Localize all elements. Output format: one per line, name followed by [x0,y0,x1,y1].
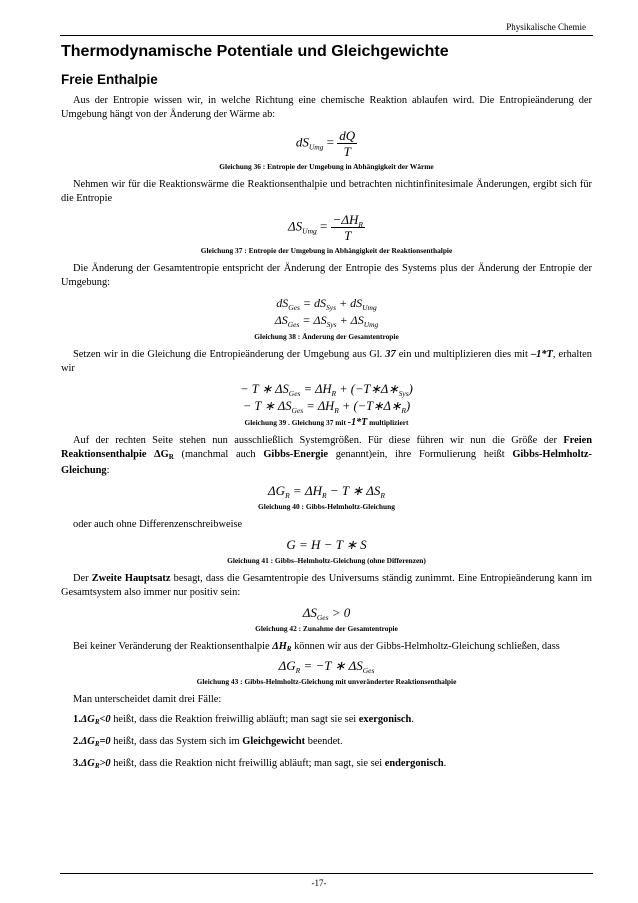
eq37-op: = [320,218,328,234]
cases-list [61,713,592,773]
case2-term: Gleichgewicht [242,736,306,747]
case-item-1 [61,713,592,729]
eq39-r2-a-sub: Ges [291,406,304,415]
eq40-b-sub: R [321,491,327,500]
eq39-r2-b: = ΔH [303,399,335,413]
equation-43 [61,658,592,674]
p4-text-a: Setzen wir in die Gleichung die Entropieänderung der Umgebung aus Gl. [73,349,386,360]
p4-text-b: ein und multiplizieren dies mit [395,349,531,360]
case1-cond-text: ΔG [80,714,95,725]
eq39-row-2 [61,398,592,415]
eq40-c: − T ∗ ΔS [326,483,381,498]
paragraph-3: Die Änderung der Gesamtentropie entspricht der Änderung der Entropie des Systems plus der Änderung der Entropie der Umgebung: [61,263,592,288]
paragraph-7 [61,572,592,600]
paragraph-4 [61,348,592,376]
case3-cond-text: ΔG [80,758,95,769]
eq38-r1-c: + dS [336,296,363,310]
caption-37: Gleichung 37 : Entropie der Umgebung in Abhängigkeit der Reaktionsenthalpie [200,246,453,255]
eq43-a-sub: R [295,666,301,675]
eq39-r1-d: ) [408,382,413,396]
eq37-fraction [331,212,365,243]
eq38-r1-c-sub: Umg [362,303,377,312]
eq42-a: ΔS [302,605,317,620]
eq39-r1-b-sub: R [331,389,337,398]
p8-delta-h-text: ΔH [272,641,287,652]
eq39-r2-c-sub: R [401,406,406,415]
case2-number: 2. [73,736,81,747]
case3-text: heißt, dass die Reaktion nicht freiwillig abläuft; man sagt, sie sei [110,758,385,769]
case3-condition [81,758,111,769]
eq36-op: = [326,134,335,150]
p4-factor: –1*T [530,349,553,360]
eq39-r1-c-sub: Sys [398,389,409,398]
eq39-r1-b: = ΔH [300,382,332,396]
case3-term: endergonisch [384,758,444,769]
eq39-r1-c: + (−T∗Δ∗ [336,382,399,396]
eq36-fraction [337,128,357,159]
eq36-denominator: T [343,144,351,159]
eq36-lhs: dS [295,134,309,150]
paragraph-5 [61,434,592,478]
p7-text-c: besagt, dass die Gesamtentropie des Universums ständig zunimmt. Eine Entropieänderung kann im Gesamtsystem also immer nur positiv sein: [61,573,592,598]
p7-text-a: Der [73,573,92,584]
p5-text-a: Auf der rechten Seite stehen nun ausschließlich Systemgrößen. Für diese führen wir nun die Größe der [73,435,564,446]
p8-delta-h [272,641,291,652]
eq37-num-sub: R [358,220,363,229]
paragraph-2: Nehmen wir für die Reaktionswärme die Reaktionsenthalpie und betrachten nichtinfinitesimale Änderungen, ergibt sich für die Entropie [61,179,592,204]
caption-36: Gleichung 36 : Entropie der Umgebung in Abhängigkeit der Wärme [219,162,434,171]
paragraph-9: Man unterscheidet damit drei Fälle: [73,694,222,705]
p8-delta-h-sub: R [286,645,292,653]
eq37-lhs-sub: Umg [302,226,317,236]
eq37-denominator: T [344,228,352,243]
eq40-a: ΔG [268,483,286,498]
case1-text: heißt, dass die Reaktion freiwillig abläuft; man sagt sie sei [110,714,359,725]
eq40-c-sub: R [380,491,385,500]
c39-factor: -1*T [347,417,368,428]
case2-cond-sub: R [94,740,100,748]
p5-text-d: genannt)ein, ihre Formulierung heißt [328,449,513,460]
case3-number: 3. [73,758,81,769]
case1-relation: <0 [99,714,111,725]
p5-text-c: (manchmal auch [173,449,264,460]
eq38-r2-a: ΔS [274,313,288,327]
case3-end: . [443,758,447,769]
equation-37 [61,212,592,243]
eq38-r2-a-sub: Ges [287,320,300,329]
page-number: -17- [311,878,327,888]
case1-number: 1. [73,714,81,725]
eq38-r1-a: dS [276,296,289,310]
case2-end: beendet. [305,736,343,747]
caption-39 [61,418,592,428]
eq38-r2-b-sub: Sys [326,320,337,329]
header-rule [60,35,593,36]
caption-42: Gleichung 42 : Zunahme der Gesamtentropie [255,624,398,633]
caption-43: Gleichung 43 : Gibbs-Helmholtz-Gleichung mit unveränderter Reaktionsenthalpie [196,677,457,686]
p4-equation-ref: 37 [385,349,396,360]
p5-term-gibbs-energie: Gibbs-Energie [263,449,329,460]
section-heading: Freie Enthalpie [61,72,158,87]
case3-relation: >0 [99,758,111,769]
eq38-row-2 [61,312,592,329]
p4-text-c: , erhalten wir [61,349,592,374]
eq39-r2-d: ) [405,399,411,413]
eq43-b-sub: Ges [362,666,375,675]
equation-40 [61,483,592,499]
eq39-row-1 [61,381,592,398]
c39-text-c: multipliziert [367,418,409,427]
eq38-r1-b-sub: Sys [326,303,337,312]
eq40-b: = ΔH [289,483,322,498]
equation-39 [61,381,592,415]
p5-term-gibbs-helmholtz: Gibbs-Helmholtz-Gleichung [61,449,592,476]
eq38-row-1 [61,295,592,312]
eq36-lhs-sub: Umg [308,142,324,152]
eq39-r2-b-sub: R [334,406,339,415]
case1-end: . [411,714,414,725]
running-head: Physikalische Chemie [506,22,586,32]
equation-42 [61,605,592,621]
eq43-a: ΔG [278,658,296,673]
equation-41 [61,537,592,553]
eq38-r2-b: = ΔS [299,313,327,327]
eq38-r1-a-sub: Ges [288,303,300,312]
case2-condition [81,736,111,747]
eq43-b: = −T ∗ ΔS [300,658,363,673]
main-content [61,41,592,779]
p5-text-e: : [106,465,110,476]
eq37-num-text: −ΔH [332,212,359,227]
paragraph-6: oder auch ohne Differenzenschreibweise [73,519,243,530]
eq41-text: G = H − T ∗ S [286,537,367,552]
eq39-r2-c: + (−T∗Δ∗ [338,399,402,413]
eq42-b: > 0 [328,605,351,620]
eq39-r1-a-sub: Ges [288,389,301,398]
caption-41: Gleichung 41 : Gibbs–Helmholtz-Gleichung (ohne Differenzen) [227,556,426,565]
case1-condition [81,714,111,725]
p5-term-text: Freien Reaktionsenthalpie ΔG [61,435,592,460]
paragraph-8 [61,640,592,656]
chapter-title: Thermodynamische Potentiale und Gleichgewichte [61,43,449,60]
eq38-r2-c-sub: Umg [363,320,379,329]
caption-40: Gleichung 40 : Gibbs-Helmholtz-Gleichung [258,502,395,511]
eq39-r1-a: − T ∗ ΔS [240,382,289,396]
eq40-a-sub: R [285,491,290,500]
p7-term-zweiter-hauptsatz: Zweite Hauptsatz [91,573,171,584]
case1-cond-sub: R [94,718,100,726]
equation-38 [61,295,592,329]
p5-term-sub: R [168,453,174,461]
eq37-numerator [331,212,365,228]
equation-36 [61,128,592,159]
paragraph-1: Aus der Entropie wissen wir, in welche Richtung eine chemische Reaktion ablaufen wird. Die Entropieänderung der Umgebung hängt von der Änderung der Wärme ab: [61,95,592,120]
eq37-lhs: ΔS [288,218,303,234]
footer-rule [60,873,593,874]
case2-text: heißt, dass das System sich im [110,736,243,747]
eq38-r2-c: + ΔS [336,313,364,327]
case2-cond-text: ΔG [80,736,95,747]
c39-text-a: Gleichung 39 . Gleichung 37 mit [244,418,348,427]
eq36-numerator: dQ [339,128,356,143]
caption-38: Gleichung 38 : Änderung der Gesamtentropie [254,332,399,341]
eq38-r1-b: = dS [299,296,327,310]
case2-relation: =0 [99,736,111,747]
p8-text-c: können wir aus der Gibbs-Helmholtz-Gleichung schließen, dass [291,641,560,652]
eq42-a-sub: Ges [316,613,329,622]
case1-term: exergonisch [358,714,412,725]
p8-text-a: Bei keiner Veränderung der Reaktionsenthalpie [73,641,273,652]
case3-cond-sub: R [94,762,100,770]
case-item-2 [61,735,592,751]
case-item-3 [61,757,592,773]
eq39-r2-a: − T ∗ ΔS [242,399,292,413]
